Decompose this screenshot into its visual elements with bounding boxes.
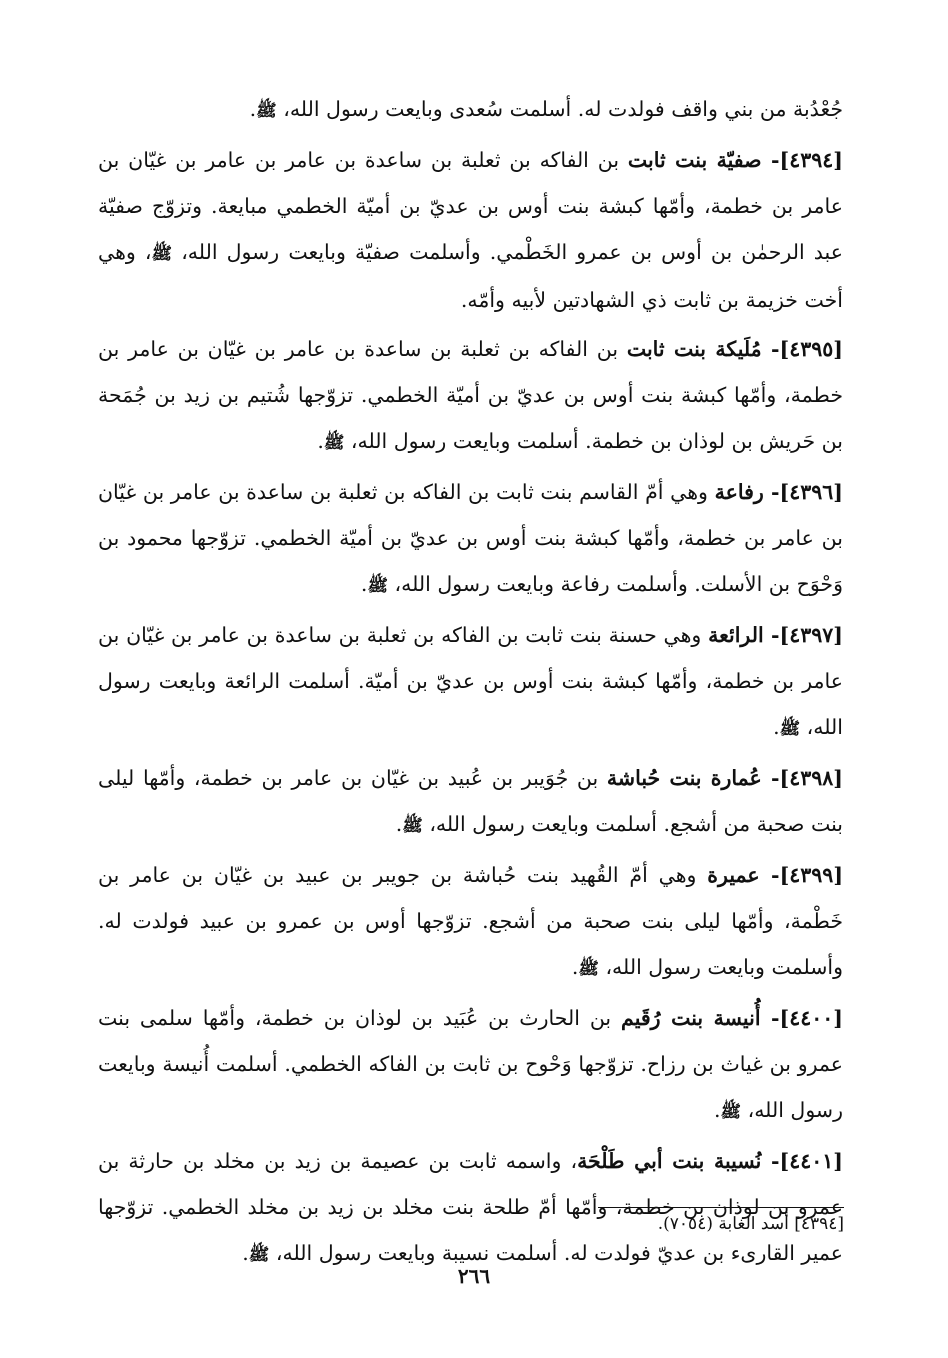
paragraph-end: . (249, 97, 257, 121)
biography-entry (98, 469, 843, 609)
salawat-symbol: ﷺ (367, 576, 388, 596)
salawat-symbol: ﷺ (256, 101, 277, 121)
biography-entry (98, 852, 843, 992)
entry-end: . (360, 572, 368, 596)
entry-number: [٤٤٠١] (779, 1149, 843, 1173)
entry-text: بن الفاكه بن ثعلبة بن ساعدة بن عامر بن غيّان بن عامر بن خطمة، وأمّها كبشة بنت أوس بن عديّ بن أميّة الخطمي. تزوّجها شُتيم بن زيد بن جُمَحة بن حَريش بن لوذان بن خطمة. أسلمت وبايعت رسول الله، (98, 337, 843, 453)
entry-end: . (713, 1098, 721, 1122)
entry-name: - عميرة (707, 863, 780, 887)
entry-end: ، وهي أخت خزيمة بن ثابت ذي الشهادتين لأبيه وأمّه. (98, 240, 843, 312)
continuation-paragraph (98, 86, 843, 134)
footnote-separator (598, 1207, 844, 1208)
entry-name: - أُنيسة بنت رُقَيم (621, 1006, 780, 1030)
entry-text: وهي أمّ القُهيد بنت حُباشة بن جويبر بن عبيد بن غيّان بن عامر بن خَطْمة، وأمّها ليلى بنت صحبة من أشجع. تزوّجها أوس بن عمرو بن عبيد فولدت له. وأسلمت وبايعت رسول الله، (98, 863, 843, 979)
salawat-symbol: ﷺ (402, 816, 423, 836)
entry-text: ، واسمه ثابت بن عصيمة بن زيد بن مخلد بن حارثة بن عمرو بن لوذان بن خطمة، وأمّها أمّ طلحة بنت مخلد بن زيد بن مخلد الخطمي. تزوّجها عمير القارىء بن عديّ فولدت له. أسلمت نسيبة وبايعت رسول الله، (98, 1149, 843, 1265)
entry-number: [٤٣٩٧] (779, 623, 843, 647)
entry-end: . (571, 955, 579, 979)
entry-name: - مُلَيكة بنت ثابت (626, 337, 780, 361)
biography-entry (98, 612, 843, 752)
entry-end: . (773, 715, 780, 739)
paragraph-text: جُعْدُبة من بني واقف فولدت له. أسلمت سُعدى وبايعت رسول الله، (276, 97, 843, 121)
entry-text: وهي أمّ القاسم بنت ثابت بن الفاكه بن ثعلبة بن ساعدة بن عامر بن غيّان بن عامر بن خطمة، وأمّها كبشة بنت أوس بن عديّ بن أميّة الخطمي. تزوّجها محمود بن وَحْوَح بن الأسلت. وأسلمت رفاعة وبايعت رسول الله، (98, 480, 843, 596)
entry-text: وهي حسنة بنت ثابت بن الفاكه بن ثعلبة بن ساعدة بن عامر بن غيّان بن عامر بن خطمة، وأمّها كبشة بنت أوس بن عديّ بن أميّة. أسلمت الرائعة وبايعت رسول الله، (98, 623, 843, 739)
biography-entry (98, 326, 843, 466)
entry-text: بن الحارث بن عُبَيد بن لوذان بن خطمة، وأمّها سلمى بنت عمرو بن غياث بن رزاح. تزوّجها وَحْوح بن ثابت بن الفاكه الخطمي. أسلمت أُنيسة وبايعت رسول الله، (98, 1006, 843, 1122)
main-text (98, 86, 843, 1278)
salawat-symbol: ﷺ (151, 244, 173, 264)
entry-number: [٤٤٠٠] (779, 1006, 843, 1030)
entry-end: . (242, 1241, 249, 1265)
entry-number: [٤٣٩٩] (779, 863, 844, 887)
entry-end: . (317, 429, 324, 453)
salawat-symbol: ﷺ (720, 1102, 742, 1122)
biography-entry (98, 1138, 843, 1278)
entry-number: [٤٣٩٦] (779, 480, 843, 504)
entry-name: - عُمارة بنت حُباشة (606, 766, 780, 790)
entry-text: بن جُوَيبر بن عُبيد بن غيّان بن عامر بن خطمة، وأمّها ليلى بنت صحبة من أشجع. أسلمت وبايعت رسول الله، (98, 766, 843, 836)
entry-number: [٤٣٩٨] (779, 766, 843, 790)
footnote: [٤٣٩٤] أسد الغابة (٧٠٥٤). (657, 1214, 844, 1234)
entry-number: [٤٣٩٥] (779, 337, 843, 361)
entry-text: بن الفاكه بن ثعلبة بن ساعدة بن عامر بن عامر بن غيّان بن عامر بن خطمة، وأمّها كبشة بنت أوس بن عديّ بن أميّة الخطمي مبايعة. وتزوّج صفيّة عبد الرحمٰن بن أوس بن عمرو الخَطْمي. وأسلمت صفيّة وبايعت رسول الله، (98, 148, 843, 264)
salawat-symbol: ﷺ (323, 433, 345, 453)
entry-name: - نُسيبة بنت أبي طَلْحَة (577, 1149, 780, 1173)
salawat-symbol: ﷺ (248, 1245, 270, 1265)
page-number: ٢٦٦ (457, 1264, 491, 1288)
entry-name: - صفيّة بنت ثابت (627, 148, 780, 172)
entry-name: - الرائعة (708, 623, 780, 647)
biography-entry (98, 755, 843, 849)
salawat-symbol: ﷺ (779, 719, 801, 739)
salawat-symbol: ﷺ (578, 959, 599, 979)
biography-entry (98, 995, 843, 1135)
entry-end: . (395, 812, 403, 836)
entry-name: - رفاعة (714, 480, 780, 504)
biography-entry (98, 137, 843, 323)
entry-number: [٤٣٩٤] (779, 148, 843, 172)
